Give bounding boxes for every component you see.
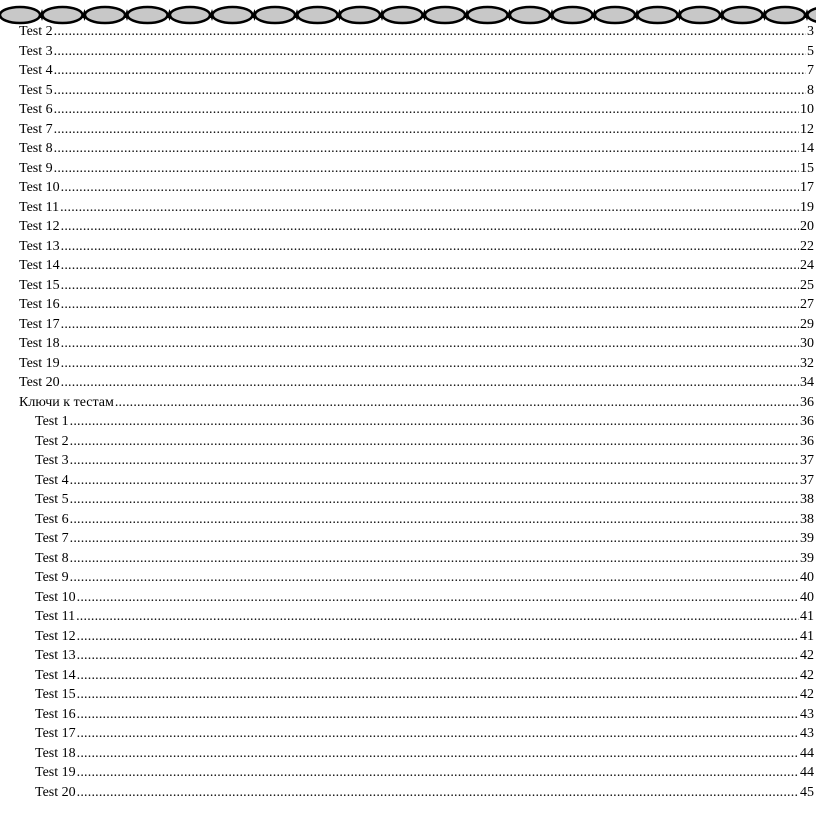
- toc-page-number: 8: [807, 82, 814, 98]
- toc-dot-leader: [54, 141, 799, 157]
- toc-dot-leader: [61, 258, 799, 274]
- toc-dot-leader: [61, 375, 799, 391]
- toc-dot-leader: [77, 726, 799, 742]
- toc-dot-leader: [61, 180, 799, 196]
- toc-entry[interactable]: [19, 157, 816, 177]
- toc-dot-leader: [77, 765, 799, 781]
- toc-dot-leader: [54, 83, 806, 99]
- toc-dot-leader: [54, 161, 799, 177]
- toc-subentry[interactable]: [35, 645, 816, 665]
- toc-dot-leader: [60, 200, 799, 216]
- toc-page-number: 36: [800, 433, 814, 449]
- toc-page-number: 19: [800, 199, 814, 215]
- toc-page-number: 43: [800, 706, 814, 722]
- toc-dot-leader: [61, 297, 799, 313]
- toc-subentry[interactable]: [35, 664, 816, 684]
- toc-dot-leader: [70, 473, 799, 489]
- toc-entry-title: Test 18: [19, 336, 60, 351]
- toc-entry-title: Test 9: [35, 570, 69, 585]
- toc-subentry[interactable]: [35, 489, 816, 509]
- toc-entry-title: Test 16: [35, 706, 76, 722]
- toc-entry-title: Test 11: [35, 609, 76, 624]
- toc-page-number: 42: [800, 648, 814, 663]
- toc-dot-leader: [70, 492, 799, 508]
- toc-entry[interactable]: [19, 372, 816, 392]
- toc-dot-leader: [115, 395, 799, 411]
- toc-subentry[interactable]: [35, 703, 816, 723]
- toc-page-number: 17: [800, 180, 814, 195]
- toc-entry-title: Test 12: [35, 628, 76, 644]
- toc-page-number: 39: [800, 550, 814, 566]
- toc-page-number: 43: [800, 726, 814, 741]
- toc-dot-leader: [54, 44, 806, 60]
- toc-dot-leader: [61, 278, 799, 294]
- toc-dot-leader: [54, 24, 806, 40]
- toc-dot-leader: [77, 590, 799, 606]
- toc-entry[interactable]: [19, 391, 816, 411]
- toc-entry-title: Test 17: [19, 316, 60, 332]
- toc-page-number: 7: [807, 63, 814, 78]
- toc-page-number: 32: [800, 355, 814, 371]
- toc-subentry[interactable]: [35, 430, 816, 450]
- toc-dot-leader: [77, 668, 799, 684]
- toc-page-number: 30: [800, 336, 814, 351]
- toc-dot-leader: [61, 336, 799, 352]
- toc-entry[interactable]: [19, 255, 816, 275]
- toc-dot-leader: [77, 746, 799, 762]
- toc-dot-leader: [54, 122, 799, 138]
- toc-page-number: 39: [800, 531, 814, 546]
- toc-entry[interactable]: [19, 60, 816, 80]
- toc-entry-title: Test 1: [35, 414, 69, 429]
- toc-entry-title: Test 19: [19, 355, 60, 371]
- toc-entry[interactable]: [19, 118, 816, 138]
- toc-entry-title: Test 7: [35, 531, 69, 546]
- toc-entry-title: Test 10: [35, 589, 76, 605]
- toc-subentry[interactable]: [35, 684, 816, 704]
- toc-subentry[interactable]: [35, 586, 816, 606]
- toc-page-number: 41: [800, 609, 814, 624]
- toc-subentry[interactable]: [35, 781, 816, 801]
- toc-dot-leader: [77, 629, 799, 645]
- toc-entry-title: Test 20: [19, 375, 60, 390]
- toc-page-number: 12: [800, 121, 814, 137]
- toc-dot-leader: [70, 531, 799, 547]
- toc-subentry[interactable]: [35, 469, 816, 489]
- toc-page-number: 15: [800, 160, 814, 176]
- toc-page-number: 20: [800, 219, 814, 234]
- toc-entry-title: Test 19: [35, 765, 76, 780]
- toc-entry-title: Test 6: [19, 102, 53, 117]
- toc-subentry[interactable]: [35, 508, 816, 528]
- toc-dot-leader: [77, 687, 799, 703]
- toc-page-number: 24: [800, 258, 814, 273]
- toc-entry-title: Test 4: [35, 472, 69, 488]
- toc-page-number: 41: [800, 628, 814, 644]
- toc-entry-title: Test 5: [35, 492, 69, 507]
- toc-entry-title: Test 10: [19, 180, 60, 195]
- toc-entry[interactable]: [19, 99, 816, 119]
- toc-page-number: 3: [807, 24, 814, 39]
- toc-page-number: 38: [800, 492, 814, 507]
- toc-page-number: 36: [800, 394, 814, 410]
- toc-entry-title: Test 8: [19, 141, 53, 156]
- toc-entry[interactable]: [19, 40, 816, 60]
- toc-subentry[interactable]: [35, 567, 816, 587]
- toc-entry-title: Test 13: [19, 238, 60, 254]
- toc-entry-title: Test 5: [19, 82, 53, 98]
- toc-entry-title: Test 8: [35, 550, 69, 566]
- toc-entry[interactable]: [19, 333, 816, 353]
- toc-dot-leader: [54, 63, 806, 79]
- toc-page-number: 38: [800, 511, 814, 527]
- toc-subentry[interactable]: [35, 606, 816, 626]
- toc-subentry[interactable]: [35, 742, 816, 762]
- toc-dot-leader: [76, 609, 799, 625]
- toc-entry[interactable]: [19, 313, 816, 333]
- toc-page-number: 44: [800, 765, 814, 780]
- toc-dot-leader: [70, 551, 799, 567]
- toc-dot-leader: [70, 414, 799, 430]
- toc-entry-title: Test 11: [19, 199, 60, 215]
- toc-entry-title: Test 7: [19, 121, 53, 137]
- toc-entry-title: Test 14: [35, 667, 76, 683]
- toc-entry-title: Test 9: [19, 160, 53, 176]
- toc-entry-title: Ключи к тестам: [19, 394, 114, 410]
- toc-dot-leader: [77, 707, 799, 723]
- toc-entry[interactable]: [19, 274, 816, 294]
- toc-page-number: 40: [800, 570, 814, 585]
- toc-dot-leader: [61, 317, 799, 333]
- toc-entry-title: Test 20: [35, 784, 76, 800]
- toc-page-number: 44: [800, 745, 814, 761]
- toc-entry[interactable]: [19, 138, 816, 158]
- toc-page-number: 42: [800, 667, 814, 683]
- toc-page-number: 42: [800, 687, 814, 702]
- toc-page-number: 45: [800, 784, 814, 800]
- toc-page-number: 37: [800, 453, 814, 468]
- toc-entry[interactable]: [19, 79, 816, 99]
- toc-dot-leader: [70, 453, 799, 469]
- toc-page-number: 10: [800, 102, 814, 117]
- toc-dot-leader: [70, 434, 799, 450]
- toc-entry[interactable]: [19, 352, 816, 372]
- toc-subentry[interactable]: [35, 411, 816, 431]
- toc-subentry[interactable]: [35, 528, 816, 548]
- toc-entry-title: Test 4: [19, 63, 53, 78]
- toc-entry-title: Test 2: [35, 433, 69, 449]
- toc-entry[interactable]: [19, 235, 816, 255]
- toc-entry-title: Test 3: [35, 453, 69, 468]
- toc-entry-title: Test 15: [35, 687, 76, 702]
- toc-page-number: 37: [800, 472, 814, 488]
- toc-page-number: 36: [800, 414, 814, 429]
- toc-page-number: 29: [800, 316, 814, 332]
- toc-entry[interactable]: [19, 177, 816, 197]
- toc-subentry[interactable]: [35, 723, 816, 743]
- toc-entry[interactable]: [19, 21, 816, 41]
- toc-page-number: 40: [800, 589, 814, 605]
- toc-page-number: 34: [800, 375, 814, 390]
- toc-entry-title: Test 12: [19, 219, 60, 234]
- toc-entry-title: Test 3: [19, 43, 53, 59]
- toc-entry-title: Test 13: [35, 648, 76, 663]
- toc-dot-leader: [77, 785, 799, 801]
- toc-page-number: 27: [800, 297, 814, 312]
- toc-page-number: 22: [800, 238, 814, 254]
- toc-entry-title: Test 17: [35, 726, 76, 741]
- toc-entry[interactable]: [19, 216, 816, 236]
- toc-dot-leader: [70, 570, 799, 586]
- toc-subentry[interactable]: [35, 625, 816, 645]
- toc-dot-leader: [70, 512, 799, 528]
- toc-entry-title: Test 16: [19, 297, 60, 312]
- toc-entry[interactable]: [19, 294, 816, 314]
- toc-dot-leader: [61, 239, 799, 255]
- toc-entry-title: Test 15: [19, 277, 60, 293]
- toc-page-number: 14: [800, 141, 814, 156]
- toc-dot-leader: [54, 102, 799, 118]
- toc-page-number: 25: [800, 277, 814, 293]
- toc-subentry[interactable]: [35, 547, 816, 567]
- toc-dot-leader: [77, 648, 799, 664]
- toc-dot-leader: [61, 219, 799, 235]
- toc-entry-title: Test 18: [35, 745, 76, 761]
- toc-entry-title: Test 2: [19, 24, 53, 39]
- toc-entry[interactable]: [19, 196, 816, 216]
- toc-subentry[interactable]: [35, 450, 816, 470]
- toc-dot-leader: [61, 356, 799, 372]
- toc-entry-title: Test 6: [35, 511, 69, 527]
- toc-entry-title: Test 14: [19, 258, 60, 273]
- toc-subentry[interactable]: [35, 762, 816, 782]
- toc-page-number: 5: [807, 43, 814, 59]
